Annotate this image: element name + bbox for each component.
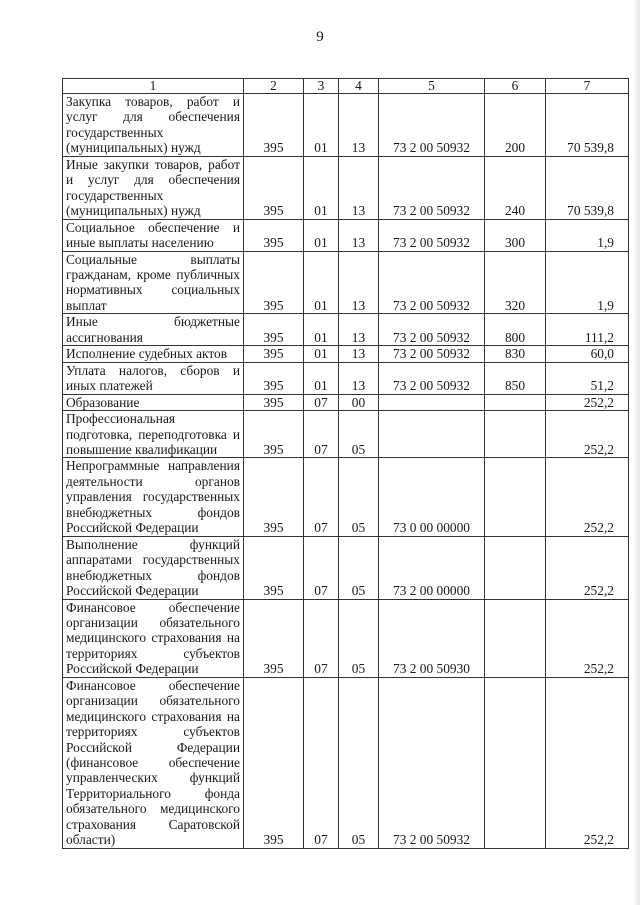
section-code: 07 [304, 677, 339, 848]
row-description: Профессиональная подготовка, переподготовка и повышение квалификации [63, 411, 244, 458]
expense-type-code: 240 [485, 156, 546, 219]
amount: 252,2 [546, 394, 629, 410]
column-header: 4 [339, 79, 379, 94]
row-description: Непрограммные направления деятельности органов управления государственных внебюджетных фондов Российской Федерации [63, 458, 244, 536]
expense-type-code [485, 394, 546, 410]
subsection-code: 05 [339, 536, 379, 599]
amount: 252,2 [546, 677, 629, 848]
target-article-code: 73 2 00 00000 [379, 536, 485, 599]
target-article-code: 73 2 00 50932 [379, 156, 485, 219]
ministry-code: 395 [244, 219, 304, 251]
amount: 111,2 [546, 314, 629, 346]
table-row [63, 94, 629, 157]
target-article-code: 73 2 00 50932 [379, 314, 485, 346]
subsection-code: 05 [339, 599, 379, 677]
scan-edge-shadow [632, 0, 640, 905]
budget-table [62, 78, 629, 849]
row-description: Выполнение функций аппаратами государственных внебюджетных фондов Российской Федерации [63, 536, 244, 599]
amount: 252,2 [546, 599, 629, 677]
amount: 70 539,8 [546, 94, 629, 157]
column-header: 7 [546, 79, 629, 94]
target-article-code: 73 0 00 00000 [379, 458, 485, 536]
column-header: 5 [379, 79, 485, 94]
column-header: 3 [304, 79, 339, 94]
target-article-code: 73 2 00 50932 [379, 677, 485, 848]
section-code: 01 [304, 156, 339, 219]
amount: 252,2 [546, 458, 629, 536]
expense-type-code [485, 599, 546, 677]
table-row [63, 536, 629, 599]
section-code: 01 [304, 219, 339, 251]
table-row [63, 411, 629, 458]
subsection-code: 13 [339, 94, 379, 157]
column-header: 1 [63, 79, 244, 94]
ministry-code: 395 [244, 362, 304, 394]
target-article-code: 73 2 00 50932 [379, 346, 485, 362]
expense-type-code: 320 [485, 251, 546, 314]
expense-type-code [485, 411, 546, 458]
ministry-code: 395 [244, 314, 304, 346]
subsection-code: 05 [339, 411, 379, 458]
section-code: 07 [304, 536, 339, 599]
section-code: 01 [304, 251, 339, 314]
ministry-code: 395 [244, 599, 304, 677]
table-row [63, 362, 629, 394]
ministry-code: 395 [244, 251, 304, 314]
table-row [63, 346, 629, 362]
expense-type-code [485, 458, 546, 536]
section-code: 01 [304, 346, 339, 362]
target-article-code: 73 2 00 50932 [379, 94, 485, 157]
table-row [63, 251, 629, 314]
amount: 252,2 [546, 536, 629, 599]
page-number: 9 [316, 29, 324, 45]
subsection-code: 13 [339, 251, 379, 314]
section-code: 07 [304, 411, 339, 458]
amount: 1,9 [546, 219, 629, 251]
column-header: 6 [485, 79, 546, 94]
subsection-code: 13 [339, 156, 379, 219]
subsection-code: 13 [339, 219, 379, 251]
ministry-code: 395 [244, 677, 304, 848]
ministry-code: 395 [244, 346, 304, 362]
expense-type-code: 830 [485, 346, 546, 362]
target-article-code: 73 2 00 50932 [379, 362, 485, 394]
section-code: 07 [304, 458, 339, 536]
table-row [63, 599, 629, 677]
row-description: Закупка товаров, работ и услуг для обеспечения государственных (муниципальных) нужд [63, 94, 244, 157]
row-description: Социальное обеспечение и иные выплаты населению [63, 219, 244, 251]
subsection-code: 13 [339, 362, 379, 394]
subsection-code: 05 [339, 458, 379, 536]
target-article-code [379, 394, 485, 410]
ministry-code: 395 [244, 411, 304, 458]
expense-type-code [485, 677, 546, 848]
amount: 70 539,8 [546, 156, 629, 219]
section-code: 01 [304, 314, 339, 346]
target-article-code [379, 411, 485, 458]
row-description: Иные закупки товаров, работ и услуг для обеспечения государственных (муниципальных) нужд [63, 156, 244, 219]
row-description: Образование [63, 394, 244, 410]
table-row [63, 314, 629, 346]
amount: 252,2 [546, 411, 629, 458]
row-description: Финансовое обеспечение организации обязательного медицинского страхования на территориях субъектов Российской Федерации [63, 599, 244, 677]
row-description: Иные бюджетные ассигнования [63, 314, 244, 346]
table-row [63, 458, 629, 536]
amount: 51,2 [546, 362, 629, 394]
expense-type-code: 200 [485, 94, 546, 157]
target-article-code: 73 2 00 50932 [379, 219, 485, 251]
section-code: 01 [304, 94, 339, 157]
row-description: Финансовое обеспечение организации обязательного медицинского страхования на территориях субъектов Российской Федерации (финансовое обеспечение управленческих функций Территориального фонда обязательного медицинского страхования Саратовской области) [63, 677, 244, 848]
section-code: 07 [304, 599, 339, 677]
table-row [63, 677, 629, 848]
target-article-code: 73 2 00 50930 [379, 599, 485, 677]
amount: 60,0 [546, 346, 629, 362]
amount: 1,9 [546, 251, 629, 314]
subsection-code: 00 [339, 394, 379, 410]
ministry-code: 395 [244, 156, 304, 219]
expense-type-code: 850 [485, 362, 546, 394]
header-row [63, 79, 629, 94]
row-description: Исполнение судебных актов [63, 346, 244, 362]
row-description: Уплата налогов, сборов и иных платежей [63, 362, 244, 394]
section-code: 07 [304, 394, 339, 410]
table-row [63, 156, 629, 219]
expense-type-code [485, 536, 546, 599]
table-row [63, 394, 629, 410]
section-code: 01 [304, 362, 339, 394]
ministry-code: 395 [244, 394, 304, 410]
expense-type-code: 300 [485, 219, 546, 251]
ministry-code: 395 [244, 536, 304, 599]
subsection-code: 05 [339, 677, 379, 848]
row-description: Социальные выплаты гражданам, кроме публичных нормативных социальных выплат [63, 251, 244, 314]
ministry-code: 395 [244, 458, 304, 536]
table-row [63, 219, 629, 251]
expense-type-code: 800 [485, 314, 546, 346]
target-article-code: 73 2 00 50932 [379, 251, 485, 314]
column-header: 2 [244, 79, 304, 94]
subsection-code: 13 [339, 346, 379, 362]
ministry-code: 395 [244, 94, 304, 157]
subsection-code: 13 [339, 314, 379, 346]
